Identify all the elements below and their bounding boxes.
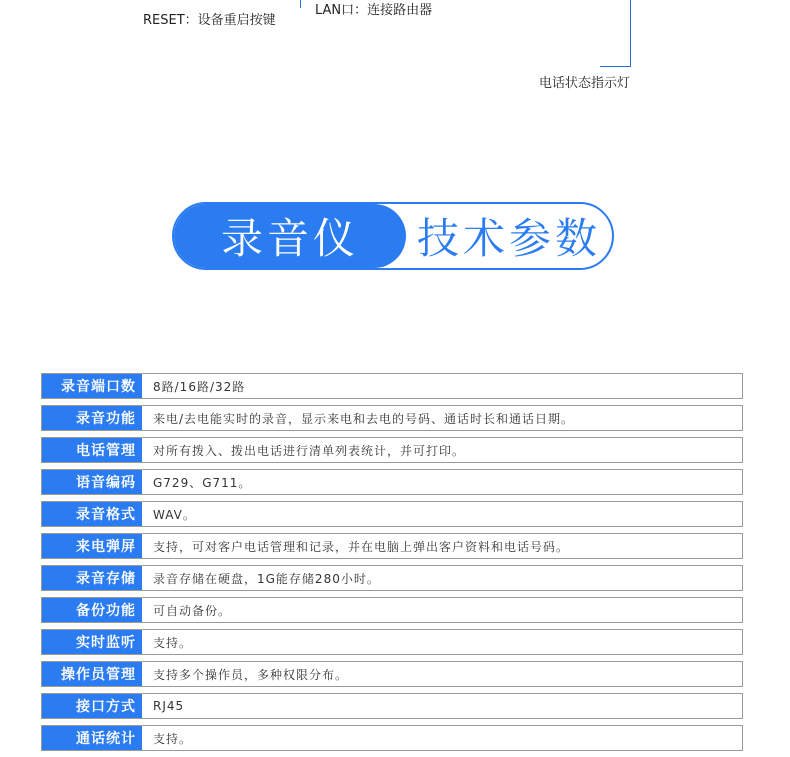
banner-right-text: 技术参数	[416, 214, 601, 263]
spec-label: 电话管理	[42, 438, 142, 462]
spec-label: 接口方式	[42, 694, 142, 718]
spec-label: 录音功能	[42, 406, 142, 430]
spec-row	[41, 693, 743, 719]
spec-row	[41, 565, 743, 591]
spec-label: 录音端口数	[42, 374, 142, 398]
spec-row	[41, 629, 743, 655]
spec-row	[41, 661, 743, 687]
spec-value: G729、G711。	[153, 475, 252, 490]
spec-label: 来电弹屏	[42, 534, 142, 558]
spec-row	[41, 469, 743, 495]
spec-label: 录音存储	[42, 566, 142, 590]
spec-value: 支持，可对客户电话管理和记录，并在电脑上弹出客户资料和电话号码。	[153, 539, 570, 554]
indicator-callout-line-horizontal	[600, 66, 631, 67]
reset-callout-line	[300, 0, 301, 8]
spec-label: 通话统计	[42, 726, 142, 750]
spec-label: 语音编码	[42, 470, 142, 494]
spec-value: 支持。	[153, 731, 193, 746]
spec-row	[41, 533, 743, 559]
spec-value: 8路/16路/32路	[153, 379, 246, 394]
spec-row	[41, 725, 743, 751]
spec-row	[41, 405, 743, 431]
spec-row	[41, 437, 743, 463]
spec-label: 录音格式	[42, 502, 142, 526]
spec-value: RJ45	[153, 699, 185, 713]
lan-label: LAN口：连接路由器	[315, 3, 433, 18]
phone-indicator-label: 电话状态指示灯	[539, 76, 631, 91]
spec-value: 来电/去电能实时的录音，显示来电和去电的号码、通话时长和通话日期。	[153, 411, 575, 426]
spec-label: 备份功能	[42, 598, 142, 622]
spec-row	[41, 597, 743, 623]
banner-left-text: 录音仪	[174, 204, 406, 268]
spec-value: WAV。	[153, 507, 196, 522]
spec-value: 支持多个操作员，多种权限分布。	[153, 667, 349, 682]
spec-value: 录音存储在硬盘，1G能存储280小时。	[153, 571, 380, 586]
spec-label: 实时监听	[42, 630, 142, 654]
indicator-callout-line-vertical	[630, 0, 631, 66]
spec-value: 支持。	[153, 635, 193, 650]
spec-value: 对所有拨入、拨出电话进行清单列表统计，并可打印。	[153, 443, 466, 458]
reset-label: RESET：设备重启按键	[143, 13, 276, 28]
spec-row	[41, 373, 743, 399]
spec-label: 操作员管理	[42, 662, 142, 686]
spec-table	[41, 373, 743, 757]
spec-row	[41, 501, 743, 527]
spec-value: 可自动备份。	[153, 603, 232, 618]
